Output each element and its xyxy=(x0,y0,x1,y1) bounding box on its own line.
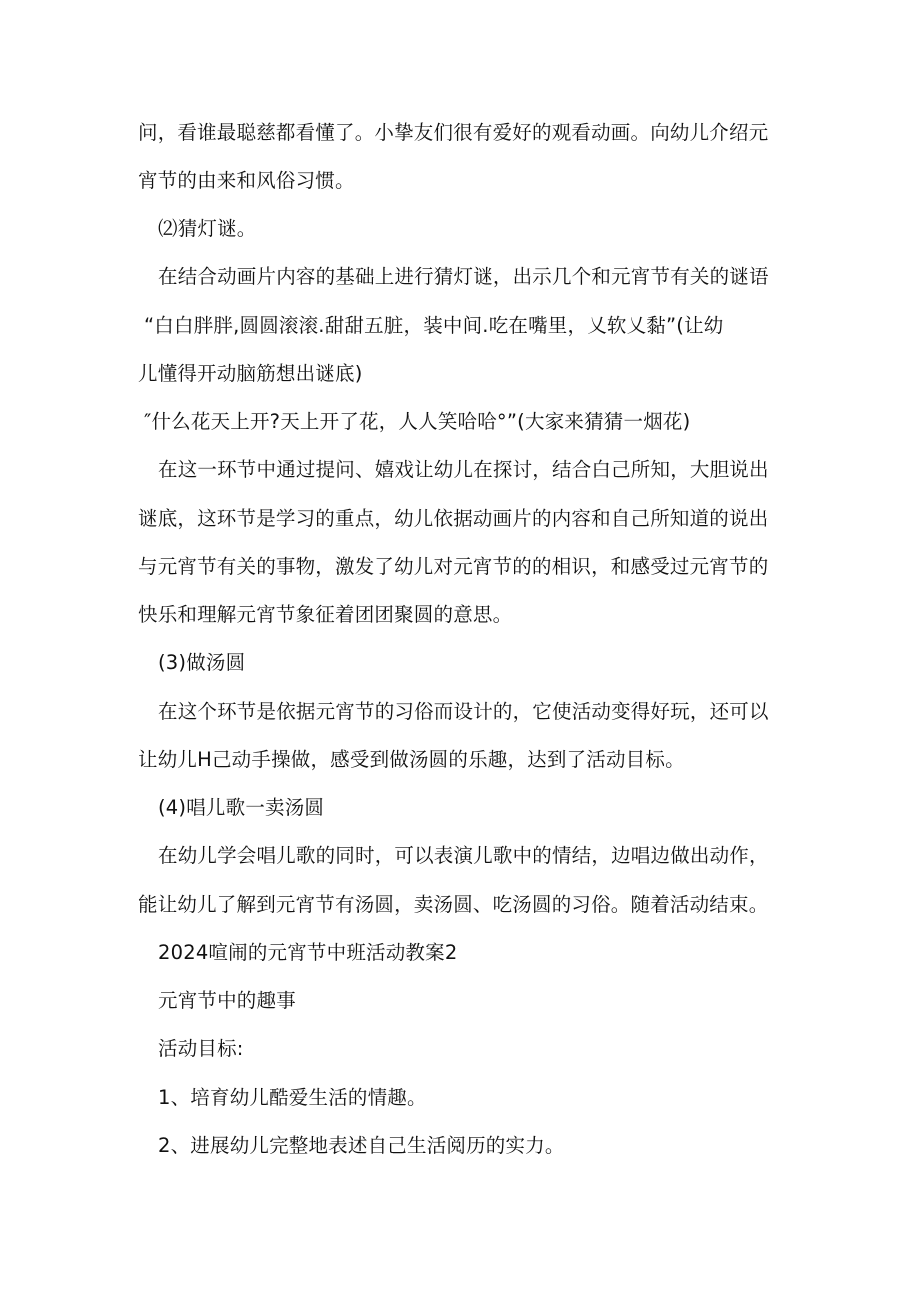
text-line: 让幼儿H己动手操做，感受到做汤圆的乐趣，达到了活动目标。 xyxy=(138,748,685,771)
riddle-line: ″什么花天上开?天上开了花，人人笑哈哈°”(大家来猜猜一烟花) xyxy=(144,410,691,433)
text-line: 与元宵节有关的事物，激发了幼儿对元宵节的的相识，和感受过元宵节的 xyxy=(138,555,769,578)
text-line: 在这个环节是依据元宵节的习俗而设计的，它使活动变得好玩，还可以 xyxy=(158,700,769,723)
document-title: 2024喧闹的元宵节中班活动教案2 xyxy=(158,941,458,964)
text-line: 在幼儿学会唱儿歌的同时，可以表演儿歌中的情结，边唱边做出动作， xyxy=(158,844,769,867)
section-heading: ⑵猜灯谜。 xyxy=(158,217,257,240)
text-line: 在结合动画片内容的基础上进行猜灯谜，出示几个和元宵节有关的谜语 xyxy=(158,265,769,288)
list-item: 1、培育幼儿酷爱生活的情趣。 xyxy=(158,1086,427,1109)
section-heading: (4)唱儿歌一卖汤圆 xyxy=(158,796,325,819)
section-heading: (3)做汤圆 xyxy=(158,651,246,674)
section-heading: 活动目标: xyxy=(158,1037,244,1060)
list-item: 2、进展幼儿完整地表述自己生活阅历的实力。 xyxy=(158,1134,565,1157)
text-line: 宵节的由来和风俗习惯。 xyxy=(138,169,355,192)
text-line: 问，看谁最聪慈都看懂了。小挚友们很有爱好的观看动画。向幼儿介绍元 xyxy=(138,121,769,144)
text-line: 儿懂得开动脑筋想出谜底) xyxy=(138,362,363,385)
riddle-line: “白白胖胖,圆圆滚滚.甜甜五脏，装中间.吃在嘴里，乂软乂黏”(让幼 xyxy=(144,314,724,337)
text-line: 谜底，这环节是学习的重点，幼儿依据动画片的内容和自己所知道的说出 xyxy=(138,507,769,530)
text-line: 快乐和理解元宵节象征着团团聚圆的意思。 xyxy=(138,603,513,626)
text-line: 在这一环节中通过提问、嬉戏让幼儿在探讨，结合白己所知，大胆说出 xyxy=(158,458,769,481)
text-line: 能让幼儿了解到元宵节有汤圆，卖汤圆、吃汤圆的习俗。随着活动结束。 xyxy=(138,893,769,916)
subtitle: 元宵节中的趣事 xyxy=(158,989,296,1012)
